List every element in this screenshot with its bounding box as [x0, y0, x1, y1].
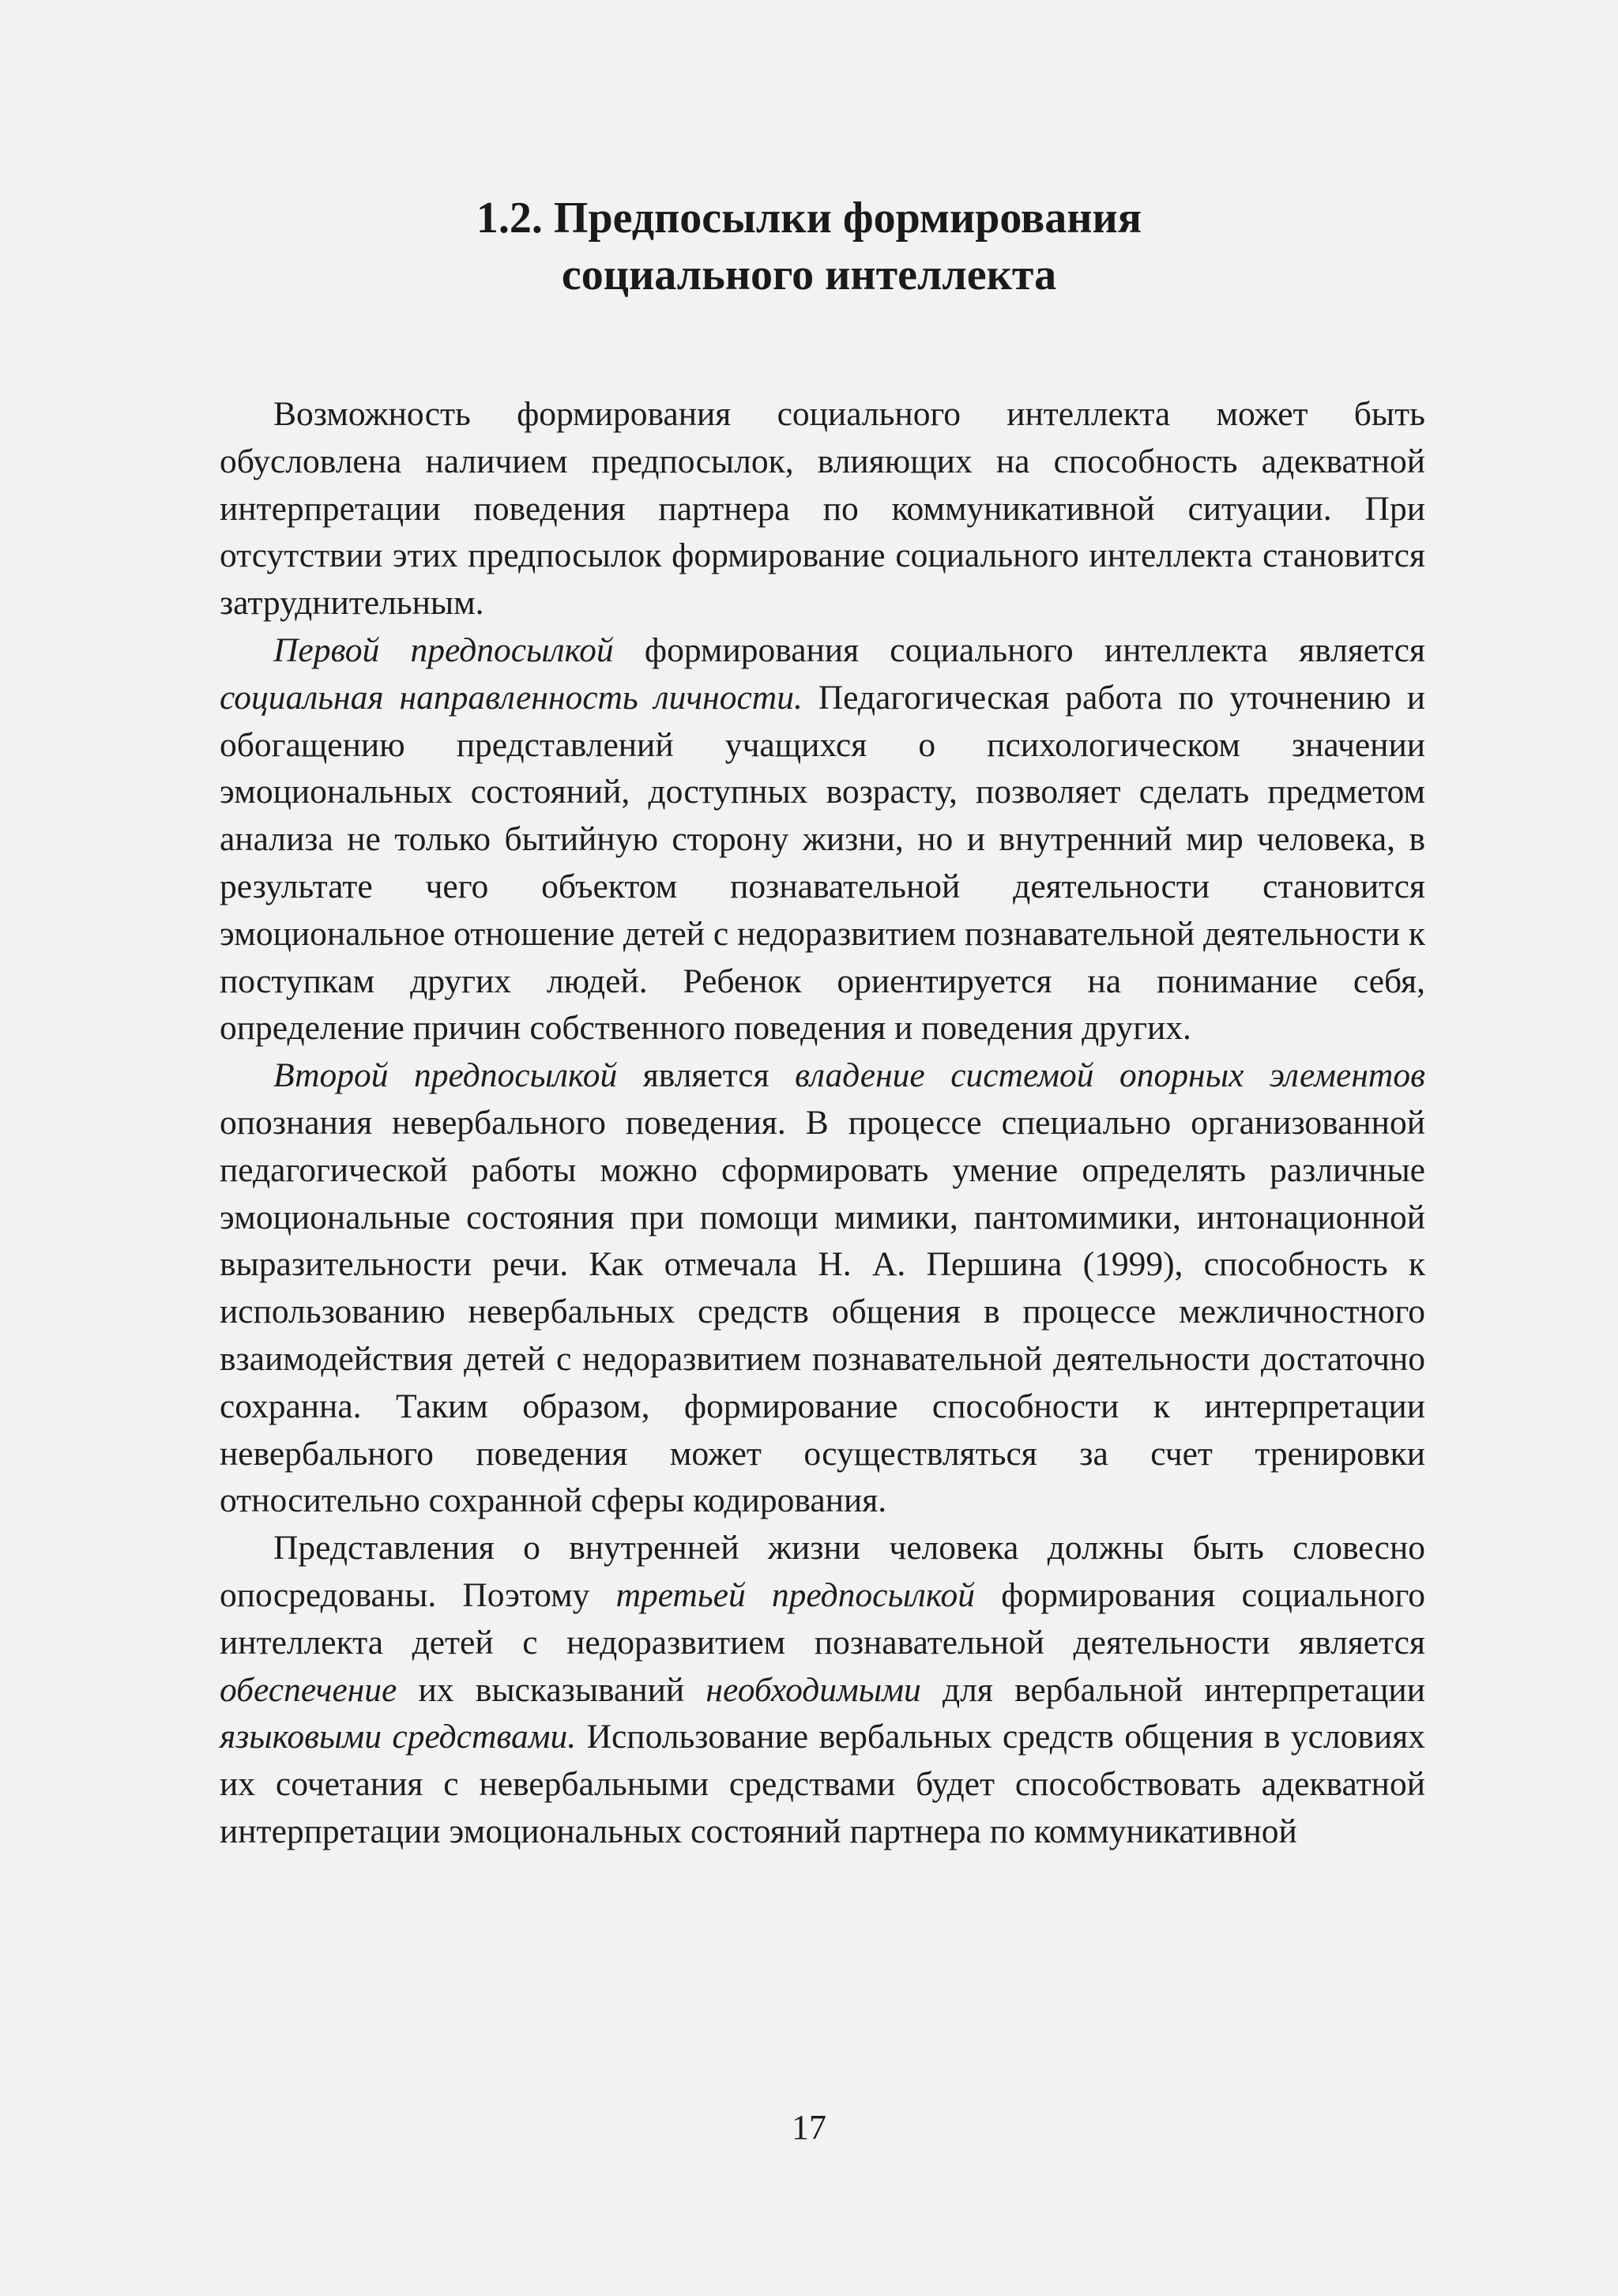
italic-text: Второй предпосылкой: [273, 1056, 618, 1095]
text-segment: их высказываний: [397, 1670, 706, 1709]
section-title-line-2: социального интеллекта: [561, 250, 1057, 299]
text-segment: опознания невербального поведения. В процессе специально организованной педагогической работы можно сформировать умение определять различные эмоциональные состояния при помощи мимики, пантомимики, интонационной выразительности речи. Как отмечала Н. А. Першина (1999), способность к использованию невербальных средств общения в процессе межличностного взаимодействия детей с недоразвитием познавательной деятельности достаточно сохранна. Таким образом, формирование способности к интерпретации невербального поведения может осуществляться за счет тренировки относительно сохранной сферы кодирования.: [220, 1103, 1425, 1520]
text-segment: для вербальной интерпретации: [920, 1670, 1425, 1709]
paragraph: [220, 391, 1425, 627]
italic-text: необходимыми: [706, 1670, 921, 1709]
text-segment: формирования социального интеллекта детей с недоразвитием познавательной деятельности является: [220, 1575, 1425, 1662]
paragraph: [220, 1052, 1425, 1525]
page-number: 17: [792, 2108, 826, 2147]
section-title: [0, 190, 1618, 303]
paragraph: [220, 627, 1425, 1052]
italic-text: владение системой опорных элементов: [795, 1056, 1425, 1095]
text-segment: Использование вербальных средств общения в условиях их сочетания с невербальными средствами будет способствовать адекватной интерпретации эмоциональных состояний партнера по коммуникативной: [220, 1718, 1425, 1850]
body-text: [220, 391, 1425, 1856]
paragraph: [220, 1525, 1425, 1856]
italic-text: языковыми средствами.: [220, 1718, 577, 1756]
text-segment: является: [617, 1056, 796, 1095]
italic-text: третьей предпосылкой: [615, 1575, 976, 1614]
text-segment: Педагогическая работа по уточнению и обогащению представлений учащихся о психологическом значении эмоциональных состояний, доступных возрасту, позволяет сделать предметом анализа не только бытийную сторону жизни, но и внутренний мир человека, в результате чего объектом познавательной деятельности становится эмоциональное отношение детей с недоразвитием познавательной деятельности к поступкам других людей. Ребенок ориентируется на понимание себя, определение причин собственного поведения и поведения других.: [220, 678, 1425, 1048]
italic-text: Первой предпосылкой: [273, 630, 614, 669]
text-segment: Представления о внутренней жизни человека должны быть словесно опосредованы. Поэтому: [220, 1529, 1425, 1614]
text-segment: формирования социального интеллекта является: [613, 630, 1425, 669]
section-title-line-1: 1.2. Предпосылки формирования: [476, 194, 1142, 243]
italic-text: обеспечение: [220, 1670, 397, 1709]
italic-text: социальная направленность личности.: [220, 678, 803, 717]
text-segment: Возможность формирования социального интеллекта может быть обусловлена наличием предпосылок, влияющих на способность адекватной интерпретации поведения партнера по коммуникативной ситуации. При отсутствии этих предпосылок формирование социального интеллекта становится затруднительным.: [220, 395, 1425, 623]
